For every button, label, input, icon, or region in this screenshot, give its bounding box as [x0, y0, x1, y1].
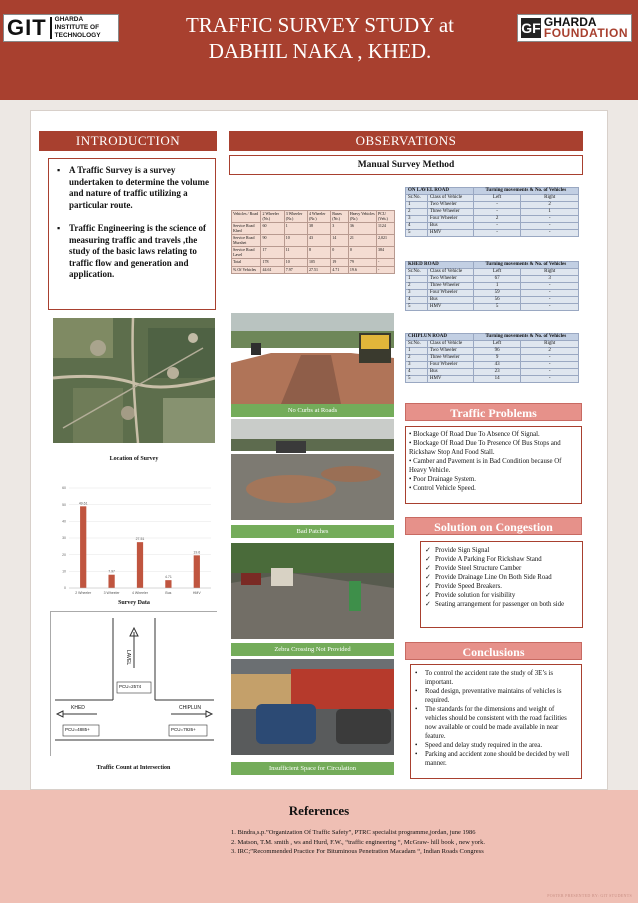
table-cell: - — [521, 230, 579, 237]
table-cell: 14 — [331, 235, 349, 247]
lavel-road-table — [405, 187, 579, 237]
table-cell: HMV — [427, 230, 473, 237]
table-cell: 3 — [331, 223, 349, 235]
chart-bar — [108, 575, 114, 588]
table-cell: 5 — [406, 230, 428, 237]
khed-road-label: KHED — [71, 705, 85, 711]
no-curbs-photo — [231, 313, 394, 404]
table-cell: 17 — [261, 247, 284, 259]
turning-header: Turning movements & No. of Vehicles — [473, 262, 578, 269]
table-cell: Service Road Murshet — [232, 235, 261, 247]
y-tick-label: 10 — [62, 569, 66, 574]
gharda-foundation-logo — [517, 14, 632, 42]
table-cell: - — [521, 223, 579, 230]
table-cell: 178 — [261, 259, 284, 267]
table-cell: 7.97 — [284, 266, 307, 274]
table-cell: 44.61 — [261, 266, 284, 274]
table-cell: Four Wheeler — [427, 362, 473, 369]
table-cell: 27.51 — [307, 266, 330, 274]
table-cell: 43 — [307, 235, 330, 247]
table-cell: 4 — [406, 369, 428, 376]
conclusion-item: • To control the accident rate the study of 3E’s is important. — [425, 669, 577, 687]
references-heading: References — [288, 803, 350, 818]
chart-bar — [137, 542, 143, 588]
table-cell: - — [376, 266, 394, 274]
references-list — [231, 828, 611, 857]
problem-item: • Blockage Of Road Due To Absence Of Signal. — [409, 431, 540, 438]
table-cell: 2 — [406, 209, 428, 216]
table-cell: - — [473, 223, 521, 230]
table-row — [406, 355, 579, 362]
x-category-label: 4 Wheeler — [132, 591, 148, 595]
survey-data-caption: Survey Data — [118, 600, 150, 606]
table-cell: 3 — [521, 276, 579, 283]
column-header: Left — [473, 341, 521, 348]
solution-item: ✓ Seating arrangement for passenger on both side — [425, 600, 578, 609]
column-header: Right — [521, 195, 579, 202]
table-cell: 21 — [348, 235, 376, 247]
table-cell: - — [521, 290, 579, 297]
x-category-label: 3 Wheeler — [103, 591, 120, 595]
problem-item: • Camber and Pavement is in Bad Condition because Of Heavy Vehicle. — [409, 458, 562, 474]
chiplun-road-table — [405, 333, 579, 383]
bar-data-label: 7.97 — [108, 569, 116, 574]
table-cell: 23 — [473, 369, 521, 376]
solution-box — [420, 541, 583, 628]
introduction-heading: INTRODUCTION — [39, 131, 217, 151]
solution-item: ✓ Provide Steel Structure Camber — [425, 564, 578, 573]
table-cell: 14 — [473, 376, 521, 383]
table-header: Vehicles / Road — [232, 211, 261, 223]
column-header: Sr.No. — [406, 195, 428, 202]
road-name: KHED ROAD — [406, 262, 474, 269]
x-category-label: HMV — [192, 591, 201, 595]
y-tick-label: 0 — [64, 586, 66, 591]
table-header: Buses (Nr.) — [331, 211, 349, 223]
table-row — [406, 304, 579, 311]
git-logo-text: GHARDA INSTITUTE OF TECHNOLOGY — [54, 16, 101, 39]
git-logo-mark: GIT — [7, 15, 47, 40]
turning-header: Turning movements & No. of Vehicles — [473, 334, 578, 341]
intro-bullet: ▪ Traffic Engineering is the science of measuring traffic and travels ,the study of the basic laws relating to traffic flow and generation and application. — [55, 223, 209, 281]
table-row — [406, 290, 579, 297]
table-cell: Two Wheeler — [427, 276, 473, 283]
table-cell: Service Road Lavel — [232, 247, 261, 259]
column-header: Left — [473, 269, 521, 276]
table-cell: - — [473, 230, 521, 237]
chart-bar — [194, 555, 200, 588]
table-cell: 10 — [284, 235, 307, 247]
table-cell: 2 — [406, 355, 428, 362]
git-logo — [3, 14, 119, 42]
column-header: Sr.No. — [406, 341, 428, 348]
photo-caption: Zebra Crossing Not Provided — [231, 643, 394, 656]
solution-item: ✓ Provide Sign Signal — [425, 546, 578, 555]
bar-data-label: 27.51 — [135, 537, 145, 542]
table-cell: 384 — [376, 247, 394, 259]
lavel-road-label: LAVEL — [125, 650, 131, 666]
table-cell: Three Wheeler — [427, 355, 473, 362]
table-cell: 9 — [473, 355, 521, 362]
table-row — [406, 216, 579, 223]
observations-heading: OBSERVATIONS — [229, 131, 583, 151]
table-cell: 10 — [284, 259, 307, 267]
survey-bar-chart — [55, 482, 217, 600]
table-cell: 1 — [406, 276, 428, 283]
road-name: CHIPLUN ROAD — [406, 334, 474, 341]
table-row — [406, 230, 579, 237]
table-cell: Two Wheeler — [427, 348, 473, 355]
conclusion-item: • Road design, preventative maintains of vehicles is required. — [425, 687, 577, 705]
photo-caption: Bad Patches — [231, 525, 394, 538]
reference-item: 2. Matson, T.M. smith , ws and Hurd, F.W., “traffic engineering “, McGraw- hill book , new york. — [231, 838, 485, 846]
table-cell: Bus — [427, 223, 473, 230]
table-header: 4 Wheeler (Nr.) — [307, 211, 330, 223]
table-cell: 59 — [473, 290, 521, 297]
table-cell: 19.6 — [348, 266, 376, 274]
table-cell: - — [521, 355, 579, 362]
table-cell: Service Road Khed — [232, 223, 261, 235]
table-cell: 3 — [406, 362, 428, 369]
insufficient-space-photo — [231, 659, 394, 755]
table-cell: 1 — [284, 223, 307, 235]
bar-data-label: 4.71 — [164, 575, 172, 580]
table-header: 2 Wheeler (Nr.) — [261, 211, 284, 223]
solution-item: ✓ Provide Drainage Line On Both Side Road — [425, 573, 578, 582]
table-header: Heavy Vehicles (Nr.) — [349, 211, 375, 221]
table-cell: 19 — [331, 259, 349, 267]
conclusion-item: • Speed and delay study required in the area. — [425, 741, 577, 750]
table-cell: 2 — [521, 202, 579, 209]
table-cell: - — [521, 369, 579, 376]
table-row — [406, 348, 579, 355]
y-tick-label: 40 — [62, 519, 66, 524]
table-row — [406, 297, 579, 304]
table-row — [406, 202, 579, 209]
column-header: Class of Vehicle — [427, 195, 473, 202]
table-row — [232, 259, 395, 267]
bar-data-label: 19.6 — [193, 550, 201, 555]
page-title: TRAFFIC SURVEY STUDY at DABHIL NAKA , KHED. — [185, 13, 455, 63]
table-cell: - — [521, 283, 579, 290]
conclusion-item: • Parking and accident zone should be decided by well manner. — [425, 750, 577, 768]
table-cell: 4.71 — [331, 266, 349, 274]
table-row — [406, 376, 579, 383]
table-cell: 4 — [406, 297, 428, 304]
table-cell: 79 — [348, 259, 376, 267]
table-cell: 2 — [473, 216, 521, 223]
chart-bar — [165, 580, 171, 588]
table-cell: % Of Vehicles — [232, 266, 261, 274]
table-row — [406, 369, 579, 376]
table-header: 3 Wheeler (Nr.) — [284, 211, 307, 223]
table-cell: - — [521, 304, 579, 311]
photo-caption: No Curbs at Roads — [231, 404, 394, 417]
solution-item: ✓ Provide A Parking For Rickshaw Stand — [425, 555, 578, 564]
table-cell: Four Wheeler — [427, 216, 473, 223]
zebra-crossing-photo — [231, 543, 394, 639]
conclusions-heading: Conclusions — [405, 642, 582, 660]
vehicle-summary-table — [231, 210, 395, 274]
table-row — [232, 247, 395, 259]
survey-method-box: Manual Survey Method — [229, 155, 583, 175]
table-cell: - — [473, 209, 521, 216]
table-cell: - — [521, 216, 579, 223]
table-cell: Three Wheeler — [427, 283, 473, 290]
table-cell: 11 — [284, 247, 307, 259]
column-header: Sr.No. — [406, 269, 428, 276]
table-row — [406, 209, 579, 216]
chart-bar — [80, 506, 86, 588]
y-tick-label: 30 — [62, 536, 66, 541]
khed-pcu-label: PCU=4885+ — [65, 727, 90, 732]
table-row — [232, 223, 395, 235]
intersection-diagram — [50, 611, 217, 756]
solution-heading: Solution on Congestion — [405, 517, 582, 535]
turning-header: Turning movements & No. of Vehicles — [473, 188, 578, 195]
table-cell: - — [376, 259, 394, 267]
table-cell: 1 — [521, 209, 579, 216]
table-cell: 36 — [348, 223, 376, 235]
table-cell: 5 — [406, 376, 428, 383]
intro-bullet: ▪ A Traffic Survey is a survey undertaken to determine the volume and nature of traffic utilizing a particular route. — [55, 165, 209, 211]
road-name: ON LAVEL ROAD — [406, 188, 474, 195]
chiplun-road-label: CHIPLUN — [179, 705, 201, 711]
table-cell: 2 — [521, 348, 579, 355]
reference-item: 3. IRC;”Recommended Practice For Bituminous Penetration Macadam “, Indian Roads Congress — [231, 848, 484, 855]
table-cell: 1 — [406, 348, 428, 355]
traffic-problems-box — [405, 426, 582, 504]
introduction-box — [48, 158, 216, 310]
problem-item: • Blockage Of Road Due To Presence Of Bus Stops and Rickshaw Stop And Food Stall. — [409, 440, 561, 456]
table-cell: 1124 — [376, 223, 394, 235]
table-row — [406, 276, 579, 283]
table-cell: Two Wheeler — [427, 202, 473, 209]
table-cell: Three Wheeler — [427, 209, 473, 216]
gf-logo-text: GHARDA FOUNDATION — [543, 15, 628, 40]
column-header: Class of Vehicle — [427, 341, 473, 348]
table-cell: 8 — [307, 247, 330, 259]
lavel-pcu-label: PCU=2574 — [119, 684, 142, 689]
location-caption: Location of Survey — [109, 456, 159, 462]
traffic-problems-heading: Traffic Problems — [405, 403, 582, 421]
intersection-caption: Traffic Count at Intersection — [96, 765, 171, 771]
table-cell: 1 — [406, 202, 428, 209]
table-cell: - — [521, 297, 579, 304]
table-cell: - — [473, 202, 521, 209]
table-cell: 0 — [348, 247, 376, 259]
table-cell: 105 — [307, 259, 330, 267]
problem-item: • Poor Drainage System. — [409, 476, 476, 483]
photo-caption: Insufficient Space for Circulation — [231, 762, 394, 775]
location-map-image — [53, 318, 215, 443]
table-cell: 1 — [473, 283, 521, 290]
table-cell: 2 — [406, 283, 428, 290]
table-cell: 56 — [473, 297, 521, 304]
table-row — [232, 266, 395, 274]
column-header: Right — [521, 269, 579, 276]
table-cell: 4 — [406, 223, 428, 230]
table-cell: 5 — [406, 304, 428, 311]
table-cell: - — [521, 362, 579, 369]
conclusion-item: • The standards for the dimensions and weight of vehicles should be consistent with the road facilities now available or could be made available in near feature. — [425, 705, 577, 741]
problem-item: • Control Vehicle Speed. — [409, 485, 476, 492]
table-cell: 60 — [261, 223, 284, 235]
table-cell: 67 — [473, 276, 521, 283]
table-cell: 43 — [473, 362, 521, 369]
solution-item: ✓ Provide Speed Breakers. — [425, 582, 578, 591]
conclusions-box — [410, 664, 582, 779]
table-cell: Four Wheeler — [427, 290, 473, 297]
table-row — [232, 235, 395, 247]
chiplun-pcu-label: PCU=7926+ — [171, 727, 196, 732]
table-cell: Bus — [427, 369, 473, 376]
table-cell: 96 — [473, 348, 521, 355]
table-cell: 0 — [331, 247, 349, 259]
bad-patches-photo — [231, 419, 394, 520]
table-row — [406, 362, 579, 369]
bar-data-label: 49.61 — [78, 501, 88, 506]
x-category-label: Bus — [165, 591, 172, 595]
column-header: Left — [473, 195, 521, 202]
table-row — [406, 283, 579, 290]
table-cell: - — [521, 376, 579, 383]
table-cell: 2,021 — [376, 235, 394, 247]
column-header: Right — [521, 341, 579, 348]
table-cell: HMV — [427, 376, 473, 383]
table-cell: HMV — [427, 304, 473, 311]
reference-item: 1. Bindra,s.p.”Organization Of Traffic Safety”, PTRC specialist programme,jordan, june 1986 — [231, 829, 476, 836]
y-tick-label: 60 — [62, 486, 66, 491]
gf-logo-mark: GF — [521, 20, 541, 36]
table-header: PCU (Veh.) — [376, 211, 394, 223]
table-cell: 3 — [406, 216, 428, 223]
column-header: Class of Vehicle — [427, 269, 473, 276]
x-category-label: 2 Wheeler — [75, 591, 92, 595]
table-cell: Bus — [427, 297, 473, 304]
table-cell: 3 — [406, 290, 428, 297]
khed-road-table — [405, 261, 579, 311]
table-cell: 90 — [261, 235, 284, 247]
table-row — [406, 223, 579, 230]
table-cell: 5 — [473, 304, 521, 311]
y-tick-label: 20 — [62, 552, 66, 557]
table-cell: Total — [232, 259, 261, 267]
y-tick-label: 50 — [62, 502, 66, 507]
solution-item: ✓ Provide solution for visibility — [425, 591, 578, 600]
table-cell: 38 — [307, 223, 330, 235]
watermark: POSTER PRESENTED BY: GIT STUDENTS — [547, 893, 632, 898]
